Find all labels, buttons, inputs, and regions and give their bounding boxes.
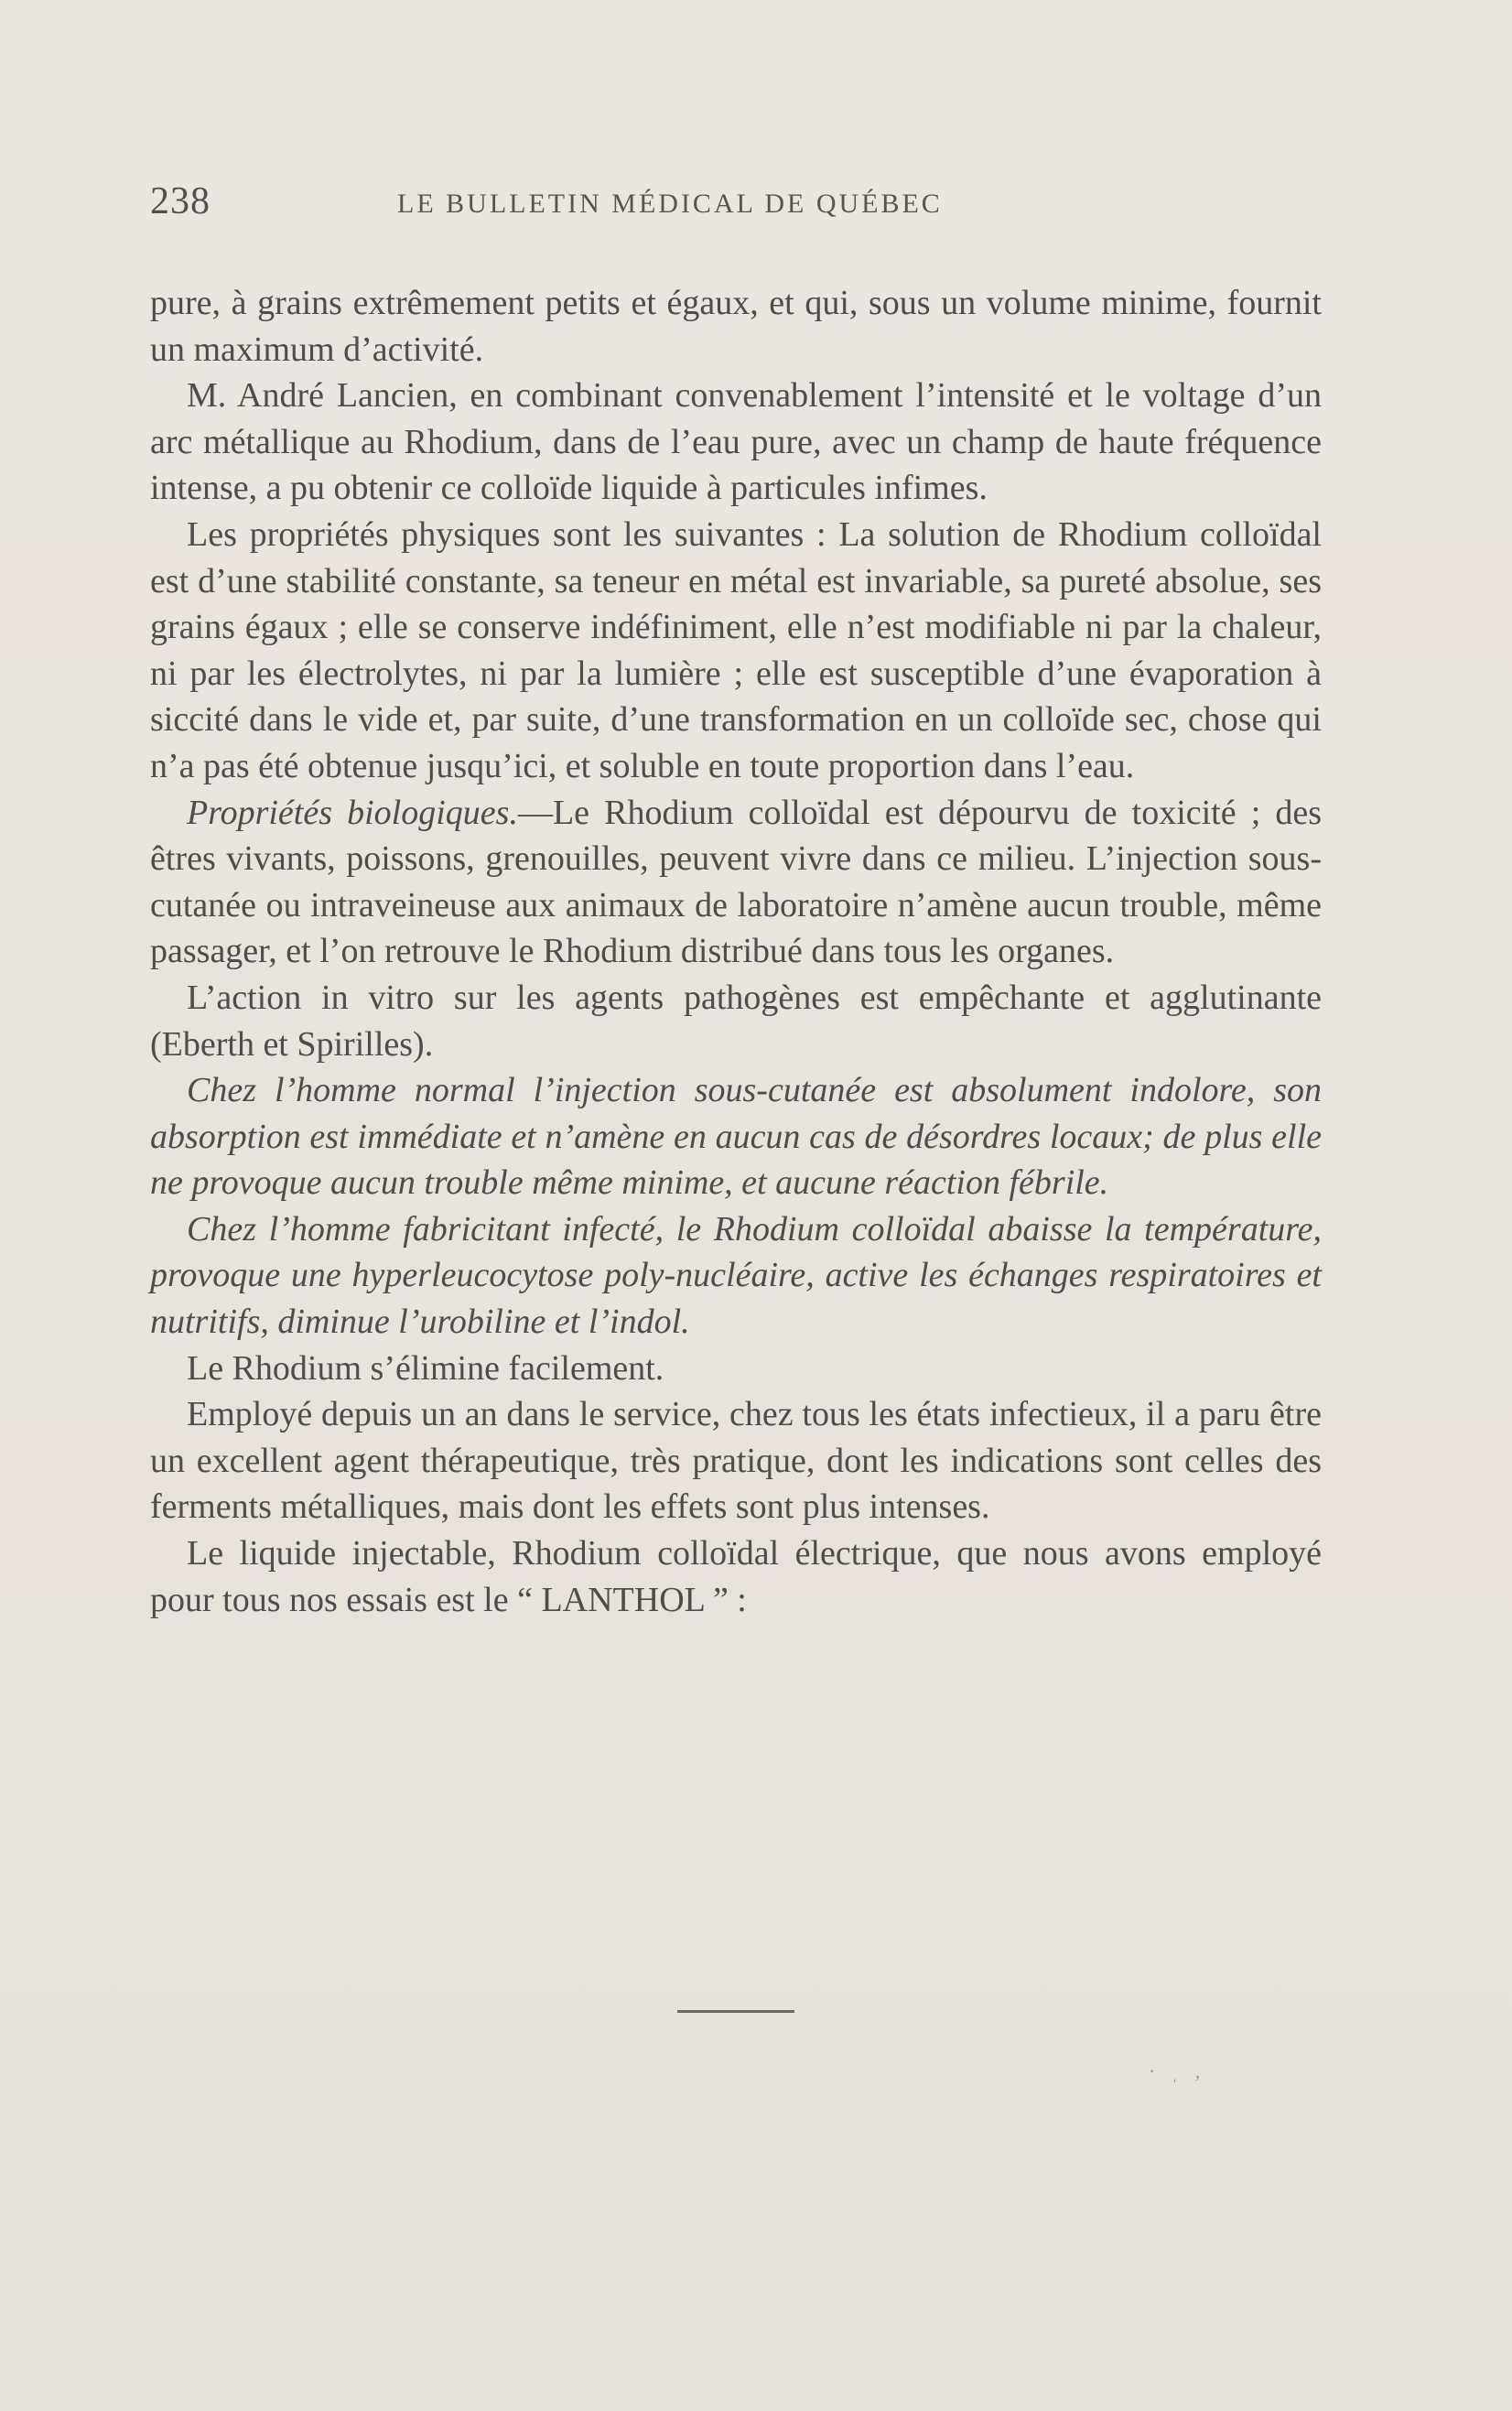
paragraph-9: Employé depuis un an dans le service, chez tous les états infectieux, il a paru être un excellent agent thérapeutique, très pratique, dont les indications sont celles des ferments métalliques, mais dont les effets sont plus intenses. [150,1395,1322,1527]
running-title: LE BULLETIN MÉDICAL DE QUÉBEC [397,189,943,219]
paper-specks: · ˌ ‚ [1149,2060,1206,2082]
body-text [150,280,1322,1623]
paragraph-10: Le liquide injectable, Rhodium colloïdal électrique, que nous avons employé pour tous nos essais est le “ LANTHOL ” : [150,1534,1322,1619]
paragraph-7: Chez l’homme fabricitant infecté, le Rhodium colloïdal abaisse la température, provoque une hyperleucocytose poly-nucléaire, active les échanges respiratoires et nutritifs, diminue l’urobiline et l’indol. [150,1209,1322,1342]
paragraph-5: L’action in vitro sur les agents pathogènes est empêchante et agglutinante (Eberth et Spirilles). [150,978,1322,1064]
paragraph-4-text: —Le Rhodium colloïdal est dépourvu de toxicité ; des êtres vivants, poissons, grenouilles, peuvent vivre dans ce milieu. L’injection sous-cutanée ou intraveineuse aux animaux de laboratoire n’amène aucun trouble, même passager, et l’on retrouve le Rhodium distribué dans tous les organes. [150,793,1323,971]
section-lead: Propriétés biologiques. [187,793,518,832]
page-number: 238 [150,180,211,222]
paragraph-3: Les propriétés physiques sont les suivantes : La solution de Rhodium colloïdal est d’une stabilité constante, sa teneur en métal est invariable, sa pureté absolue, ses grains égaux ; elle se conserve indéfiniment, elle n’est modifiable ni par la chaleur, ni par les électrolytes, ni par la lumière ; elle est susceptible d’une évaporation à siccité dans le vide et, par suite, d’une transformation en un colloïde sec, chose qui n’a pas été obtenue jusqu’ici, et soluble en toute proportion dans l’eau. [150,514,1322,785]
paragraph-1: pure, à grains extrêmement petits et égaux, et qui, sous un volume minime, fournit un maximum d’activité. [150,284,1322,369]
end-rule [677,2010,794,2013]
paragraph-2: M. André Lancien, en combinant convenablement l’intensité et le voltage d’un arc métallique au Rhodium, dans de l’eau pure, avec un champ de haute fréquence intense, a pu obtenir ce colloïde liquide à particules infimes. [150,376,1322,508]
page-header [150,179,1331,234]
paragraph-6: Chez l’homme normal l’injection sous-cutanée est absolument indolore, son absorption est immédiate et n’amène en aucun cas de désordres locaux; de plus elle ne provoque aucun trouble même minime, et aucune réaction fébrile. [150,1071,1322,1203]
paragraph-4 [150,790,1322,975]
paragraph-8: Le Rhodium s’élimine facilement. [187,1348,664,1388]
